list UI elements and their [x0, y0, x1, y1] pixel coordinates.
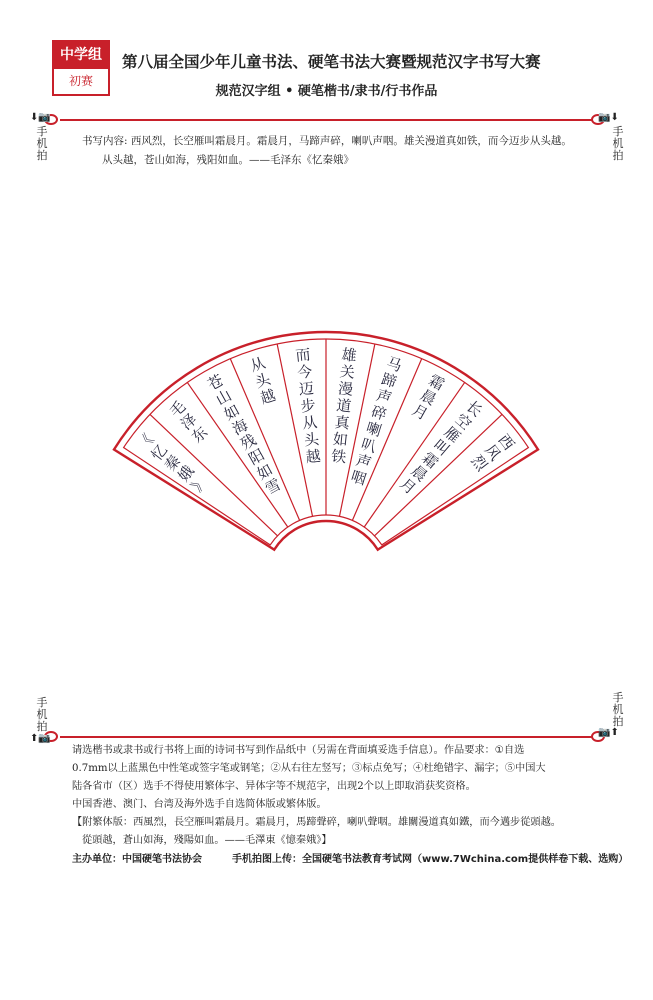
fan-writing-area [0, 300, 653, 570]
fan-column [166, 397, 211, 446]
fan-character: 声 [374, 386, 394, 408]
content-line-1: 西风烈，长空雁叫霜晨月。霜晨月，马蹄声碎，喇叭声咽。雄关漫道真如铁，而今迈步从头越。 [130, 135, 572, 147]
fan-character: 叫 [429, 435, 453, 460]
fan-character: 从 [301, 413, 319, 433]
fan-column [396, 397, 485, 498]
fan-character: 月 [396, 474, 420, 499]
fan-character: 碎 [369, 402, 389, 424]
page-title: 第八届全国少年儿童书法、硬笔书法大赛暨规范汉字书写大赛 [122, 52, 541, 71]
fan-character: 铁 [330, 446, 348, 467]
fan-column [248, 354, 278, 408]
badge-stage-label: 初赛 [68, 74, 93, 88]
fan-character: 秦 [160, 451, 185, 475]
fan-character: 阳 [245, 445, 268, 469]
fan-character: 声 [353, 450, 374, 473]
fan-character: 雪 [262, 475, 285, 499]
phone-photo-label-right-bottom: 手 机 拍 [612, 691, 624, 728]
phone-photo-label-left-top: 手 机 拍 [36, 125, 48, 162]
instructions-line-5: 【附繁体版：西風烈，長空雁叫霜晨月。霜晨月，馬蹄聲碎，喇叭聲咽。雄關漫道真如鐵，而今邁步從頭越。 [72, 817, 561, 828]
fan-character: 》 [187, 472, 212, 496]
photo-arrow-icon: ⬆📷 [30, 733, 51, 744]
fan-character: 从 [247, 353, 268, 376]
fan-column [468, 431, 518, 476]
instructions-line-3: 陆各省市（区）选手不得使用繁体字、异体字等不规范字，出现2个以上即取消获奖资格。 [72, 781, 476, 792]
fan-character: 忆 [147, 441, 171, 465]
fan-character: 残 [237, 430, 260, 454]
fan-character: 而 [294, 345, 312, 365]
fan-character: 叭 [358, 434, 379, 457]
fan-character: 蹄 [379, 369, 399, 392]
upload-info: 手机拍图上传：全国硬笔书法教育考试网（www.7Wchina.com提供样卷下载、选购） [232, 854, 629, 865]
fan-character: 海 [229, 415, 252, 439]
top-divider [60, 119, 593, 121]
fan-rib-line [375, 414, 505, 535]
phone-photo-label-right-top: 手 机 拍 [612, 125, 624, 162]
phone-photo-label-left-bottom: 手 机 拍 [36, 696, 48, 733]
bottom-divider [60, 736, 593, 738]
fan-character: 头 [253, 369, 273, 392]
fan-character: 空 [451, 410, 475, 434]
fan-character: 喇 [363, 418, 384, 441]
writing-content [82, 132, 582, 170]
content-label: 书写内容: [82, 135, 128, 147]
fan-character: 关 [338, 362, 356, 382]
fan-character: 风 [481, 441, 505, 465]
instructions-line-4: 中国香港、澳门、台湾及海外选手自选简体版或繁体版。 [72, 799, 327, 810]
fan-character: 毛 [166, 397, 190, 421]
fan-character: 雁 [440, 422, 464, 447]
fan-character: 西 [494, 430, 518, 454]
instructions-line-1: 请选楷书或隶书或行书将上面的诗词书写到作品纸中（另需在背面填妥选手信息）。作品要求：①自选 [72, 745, 525, 756]
instructions-line-2: 0.7mm以上蓝黑色中性笔或签字笔或钢笔；②从右往左竖写；③标点免写；④杜绝错字、漏字；⑤中国大 [72, 763, 546, 774]
fan-character: 马 [384, 353, 405, 376]
fan-character: 如 [221, 400, 243, 424]
photo-arrow-icon: 📷⬆ [598, 727, 619, 738]
fan-character: 山 [212, 385, 235, 409]
fan-character: 泽 [177, 410, 201, 434]
content-line-2: 从头越，苍山如海，残阳如血。——毛泽东《忆秦娥》 [102, 154, 354, 166]
fan-character: 越 [304, 446, 322, 467]
photo-arrow-icon: 📷⬇ [598, 112, 619, 123]
fan-character: 咽 [348, 467, 369, 489]
fan-character: 道 [335, 396, 353, 416]
page-subtitle: 规范汉字组 • 硬笔楷书/隶书/行书作品 [215, 84, 438, 99]
fan-character: 今 [296, 362, 314, 382]
fan-character: 步 [299, 396, 317, 416]
fan-character: 晨 [417, 385, 440, 409]
fan-character: 霜 [425, 371, 448, 395]
fan-character: 真 [333, 413, 351, 433]
fan-character: 漫 [337, 379, 354, 399]
fan-character: 东 [188, 422, 212, 447]
fan-character: 月 [409, 400, 431, 424]
instructions [72, 742, 602, 850]
fan-character: 迈 [298, 379, 315, 399]
fan-character: 如 [332, 430, 349, 450]
badge-group-label: 中学组 [54, 42, 108, 69]
fan-character: 《 [134, 430, 158, 454]
fan-column [349, 354, 404, 489]
fan-character: 霜 [418, 448, 442, 473]
fan-character: 烈 [467, 451, 492, 475]
fan-character: 雄 [340, 345, 358, 365]
fan-outline [114, 332, 538, 550]
fan-character: 娥 [174, 462, 198, 485]
fan-character: 长 [462, 397, 486, 421]
fan-character: 头 [303, 430, 320, 450]
fan-character: 苍 [204, 371, 227, 395]
fan-character: 如 [253, 460, 276, 484]
fan-character: 晨 [407, 461, 431, 486]
photo-arrow-icon: ⬇📷 [30, 112, 51, 123]
fan-character: 越 [258, 386, 278, 408]
instructions-line-6: 從頭越，蒼山如海，殘陽如血。——毛澤東《憶秦娥》】 [82, 835, 332, 846]
organizer: 主办单位：中国硬笔书法协会 [72, 854, 202, 865]
